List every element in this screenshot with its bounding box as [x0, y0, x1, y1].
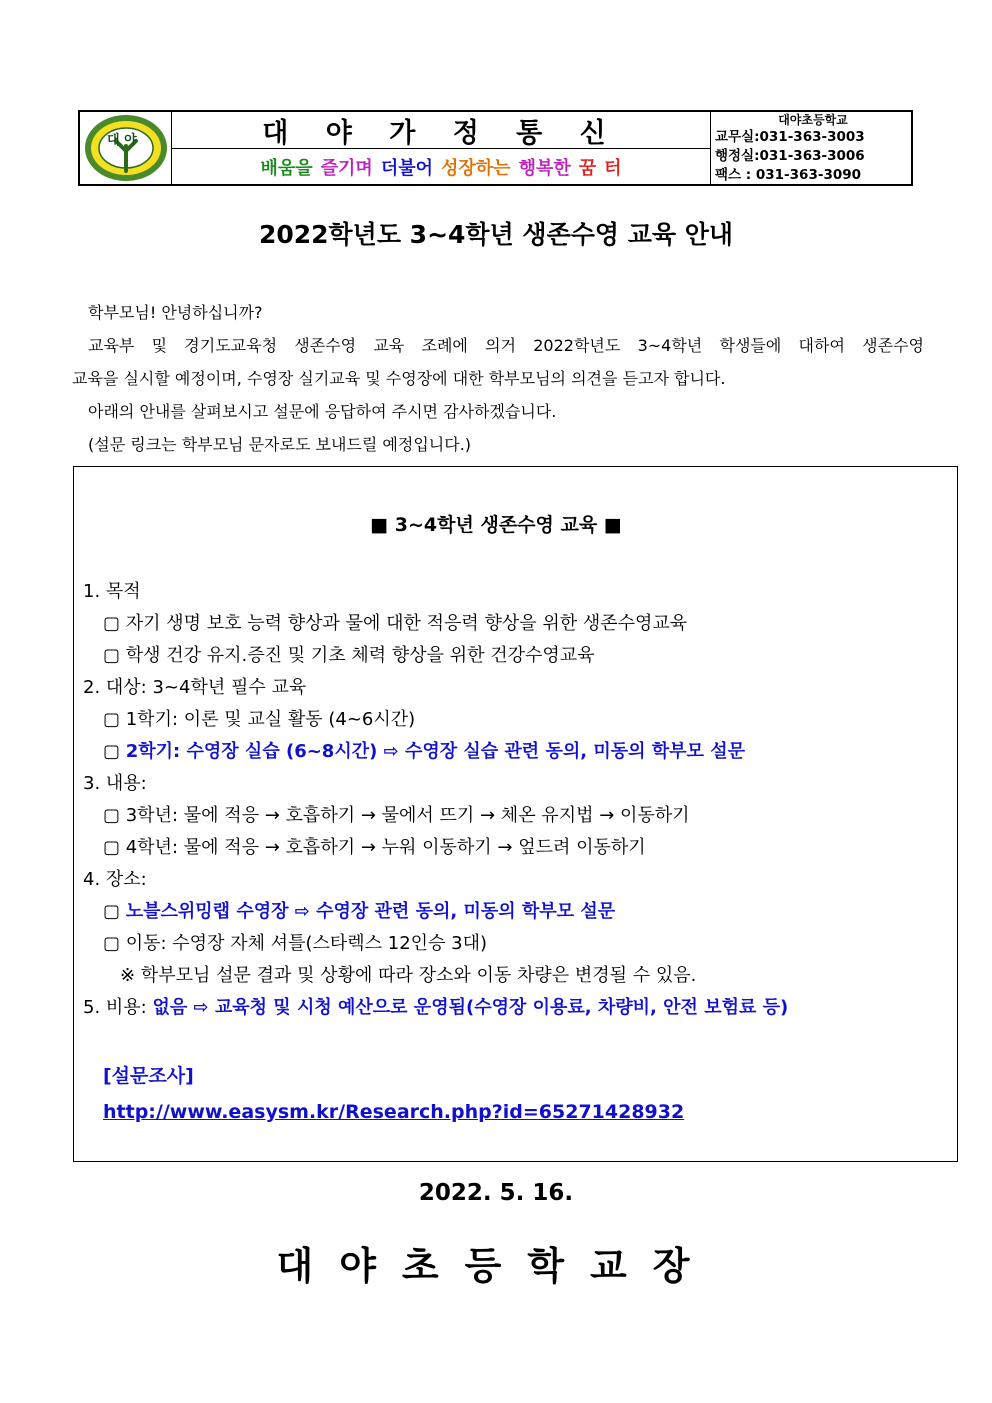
- list-item: ▢ 이동: 수영장 자체 셔틀(스타렉스 12인승 3대): [103, 933, 488, 954]
- list-item: ▢ 4학년: 물에 적응 → 호흡하기 → 누워 이동하기 → 엎드려 이동하기: [103, 837, 646, 858]
- survey-section: [103, 1058, 684, 1130]
- info-box-content: [83, 576, 943, 1024]
- school-name: 대야초등학교: [778, 112, 848, 127]
- intro-section: [72, 296, 924, 461]
- motto-word: 행복한: [518, 157, 571, 179]
- header-middle: [172, 112, 711, 184]
- cost-value: 없음 ⇨ 교육청 및 시청 예산으로 운영됨(수영장 이용료, 차량비, 안전 보험료 등): [152, 997, 789, 1018]
- greeting: 학부모님! 안녕하십니까?: [88, 303, 263, 322]
- motto-word: 성장하는: [441, 157, 511, 179]
- document-title: 2022학년도 3~4학년 생존수영 교육 안내: [258, 220, 734, 249]
- section-heading: 2. 대상: 3~4학년 필수 교육: [83, 677, 307, 698]
- contact-info: [711, 112, 911, 184]
- contact-line: 행정실:031-363-3006: [715, 147, 865, 164]
- highlight-text: 노블스위밍랩 수영장 ⇨ 수영장 관련 동의, 미동의 학부모 설문: [125, 901, 616, 922]
- school-motto: [172, 149, 710, 184]
- section-heading: 3. 내용:: [83, 773, 147, 794]
- intro-paragraph: 교육을 실시할 예정이며, 수영장 실기교육 및 수영장에 대한 학부모님의 의견을 듣고자 합니다.: [72, 369, 726, 388]
- list-item: [83, 896, 943, 928]
- school-emblem-icon: [83, 113, 169, 183]
- list-item: ▢ 자기 생명 보호 능력 향상과 물에 대한 적응력 향상을 위한 생존수영교육: [103, 613, 688, 634]
- principal-signature: 대야초등학교장: [276, 1244, 716, 1288]
- list-item: ▢ 학생 건강 유지.증진 및 기초 체력 향상을 위한 건강수영교육: [103, 645, 595, 666]
- checkbox-glyph: ▢: [103, 901, 126, 922]
- list-item: [83, 736, 943, 768]
- intro-paragraph: 아래의 안내를 살펴보시고 설문에 응답하여 주시면 감사하겠습니다.: [88, 402, 557, 421]
- motto-word: 즐기며: [320, 157, 373, 179]
- issue-date: 2022. 5. 16.: [418, 1180, 574, 1206]
- motto-word: 꿈: [578, 157, 597, 179]
- section-heading: 1. 목적: [83, 581, 141, 602]
- note: ※ 학부모님 설문 결과 및 상황에 따라 장소와 이동 차량은 변경될 수 있음.: [120, 965, 697, 986]
- highlight-text: 2학기: 수영장 실습 (6~8시간) ⇨ 수영장 실습 관련 동의, 미동의 학부모 설문: [125, 741, 745, 762]
- school-logo: [80, 112, 172, 184]
- checkbox-glyph: ▢: [103, 741, 126, 762]
- contact-line: 교무실:031-363-3003: [715, 128, 865, 145]
- section-heading: [83, 992, 943, 1024]
- list-item: ▢ 3학년: 물에 적응 → 호흡하기 → 물에서 뜨기 → 체온 유지법 → 이동하기: [103, 805, 690, 826]
- newsletter-header: [78, 110, 913, 186]
- motto-word: 터: [604, 157, 622, 179]
- list-item: ▢ 1학기: 이론 및 교실 활동 (4~6시간): [103, 709, 416, 730]
- cost-label: 5. 비용:: [83, 997, 153, 1018]
- contact-line: 팩스 : 031-363-3090: [715, 166, 862, 183]
- intro-paragraph: 교육부 및 경기도교육청 생존수영 교육 조례에 의거 2022학년도 3~4학년 학생들에 대하여 생존수영: [88, 336, 924, 355]
- info-box-heading: ■ 3~4학년 생존수영 교육 ■: [370, 514, 622, 536]
- survey-label: [설문조사]: [103, 1065, 194, 1087]
- newsletter-title: 대 야 가 정 통 신: [172, 112, 710, 149]
- survey-link[interactable]: http://www.easysm.kr/Research.php?id=65271428932: [103, 1101, 685, 1123]
- intro-paragraph: (설문 링크는 학부모님 문자로도 보내드릴 예정입니다.): [88, 435, 472, 454]
- motto-word: 더불어: [380, 157, 433, 179]
- motto-word: 배움을: [260, 157, 313, 179]
- section-heading: 4. 장소:: [83, 869, 147, 890]
- logo-text: 대 야: [106, 133, 137, 148]
